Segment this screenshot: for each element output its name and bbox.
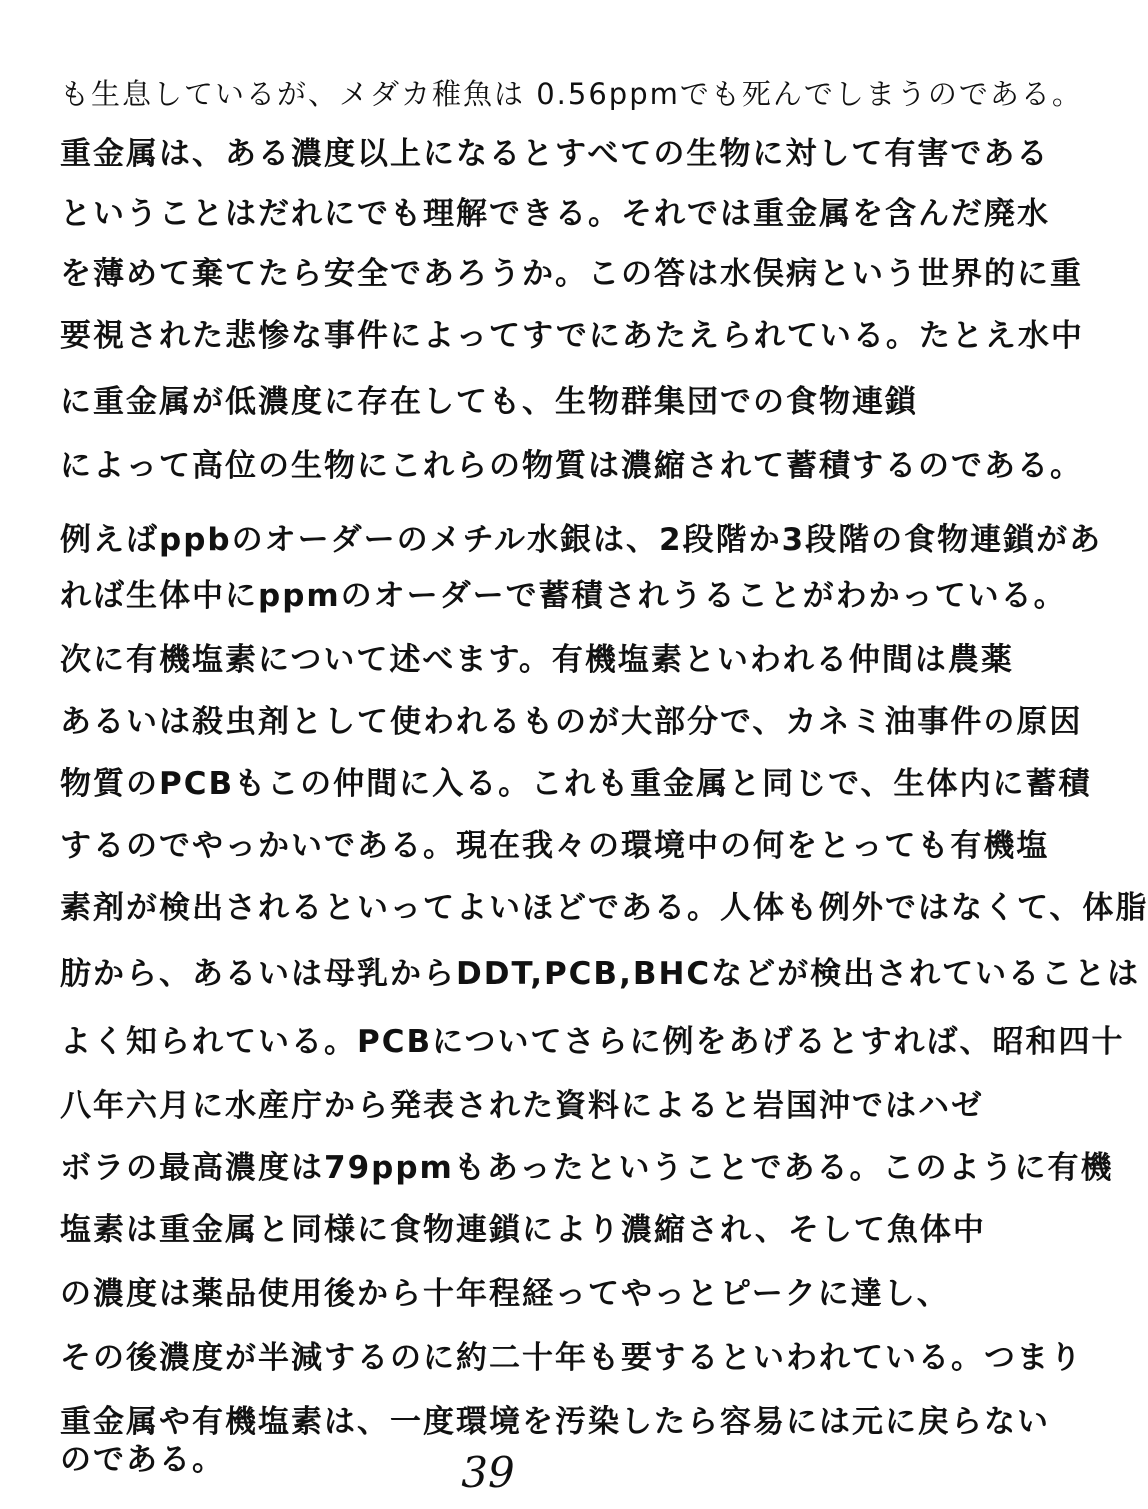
page-number: 39 (461, 1448, 515, 1497)
text-line-8: 例えばppbのオーダーのメチル水銀は、2段階か3段階の食物連鎖があ (60, 521, 1103, 558)
text-line-15: 肪から、あるいは母乳からDDT,PCB,BHCなどが検出されていることは (60, 955, 1141, 992)
text-line-9: れば生体中にppmのオーダーで蓄積されうることがわかっている。 (60, 577, 1067, 614)
text-line-1: も生息しているが、メダカ稚魚は 0.56ppmでも死んでしまうのである。 (60, 76, 1083, 111)
text-line-20: の濃度は薬品使用後から十年程経ってやっとピークに達し、 (60, 1275, 950, 1312)
text-line-17: 八年六月に水産庁から発表された資料によると岩国沖ではハゼ (60, 1087, 984, 1124)
text-line-14: 素剤が検出されるといってよいほどである。人体も例外ではなくて、体脂 (60, 889, 1148, 926)
text-line-13: するのでやっかいである。現在我々の環境中の何をとっても有機塩 (60, 827, 1050, 864)
text-line-18: ボラの最高濃度は79ppmもあったということである。このように有機 (60, 1149, 1114, 1186)
text-line-23: のである。 (60, 1441, 225, 1478)
text-line-7: によって高位の生物にこれらの物質は濃縮されて蓄積するのである。 (60, 447, 1083, 484)
text-line-19: 塩素は重金属と同様に食物連鎖により濃縮され、そして魚体中 (60, 1211, 986, 1248)
text-line-11: あるいは殺虫剤として使われるものが大部分で、カネミ油事件の原因 (60, 703, 1083, 740)
text-line-3: ということはだれにでも理解できる。それでは重金属を含んだ廃水 (60, 195, 1050, 232)
text-line-6: に重金属が低濃度に存在しても、生物群集団での食物連鎖 (60, 383, 918, 420)
text-line-22: 重金属や有機塩素は、一度環境を汚染したら容易には元に戻らない (60, 1403, 1050, 1440)
text-line-16: よく知られている。PCBについてさらに例をあげるとすれば、昭和四十 (60, 1023, 1125, 1060)
text-line-2: 重金属は、ある濃度以上になるとすべての生物に対して有害である (60, 135, 1050, 172)
text-line-12: 物質のPCBもこの仲間に入る。これも重金属と同じで、生体内に蓄積 (60, 765, 1092, 802)
text-line-4: を薄めて棄てたら安全であろうか。この答は水俣病という世界的に重 (60, 255, 1083, 292)
text-line-21: その後濃度が半減するのに約二十年も要するといわれている。つまり (60, 1339, 1083, 1376)
text-line-5: 要視された悲惨な事件によってすでにあたえられている。たとえ水中 (60, 317, 1084, 354)
text-line-10: 次に有機塩素について述べます。有機塩素といわれる仲間は農薬 (60, 641, 1014, 678)
